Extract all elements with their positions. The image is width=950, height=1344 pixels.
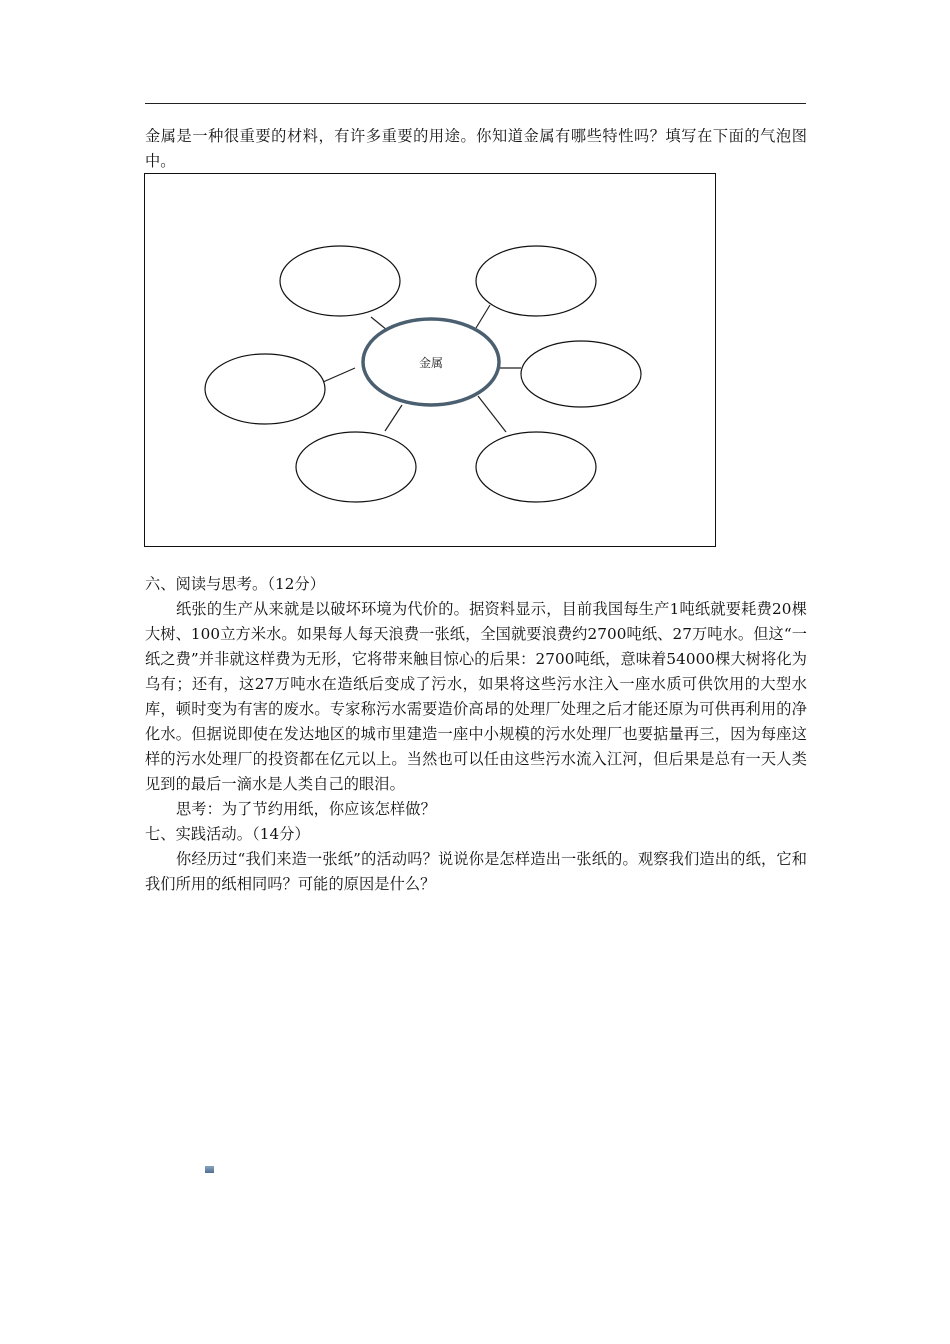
section7-heading: 七、实践活动。（14分） [145,825,310,843]
connector-line [476,305,490,328]
bubble-diagram-svg [145,174,717,548]
answer-bubble[interactable] [205,354,325,424]
answer-bubble[interactable] [476,246,596,316]
answer-bubble[interactable] [296,432,416,502]
center-bubble-label: 金属 [418,356,444,370]
top-rule [145,103,806,104]
section6-heading: 六、阅读与思考。（12分） [145,575,326,593]
section6-passage: 纸张的生产从来就是以破坏环境为代价的。据资料显示，目前我国每生产1吨纸就要耗费20棵大树、100立方米水。如果每人每天浪费一张纸，全国就要浪费约2700吨纸、27万吨水。但这“一纸之费”并非就这样费为无形，它将带来触目惊心的后果：2700吨纸，意味着54000棵大树将化为乌有；还有，这27万吨水在造纸后变成了污水，如果将这些污水注入一座水质可供饮用的大型水库，顿时变为有害的废水。专家称污水需要造价高昂的处理厂处理之后才能还原为可供再利用的净化水。但据说即使在发达地区的城市里建造一座中小规模的污水处理厂也要掂量再三，因为每座这样的污水处理厂的投资都在亿元以上。当然也可以任由这些污水流入江河，但后果是总有一天人类见到的最后一滴水是人类自己的眼泪。 [145,600,807,793]
connector-line [478,396,506,432]
bubble-diagram [144,173,716,547]
small-image-mark [205,1166,214,1173]
answer-bubble[interactable] [476,432,596,502]
intro-text: 金属是一种很重要的材料，有许多重要的用途。你知道金属有哪些特性吗？填写在下面的气泡图中。 [145,127,807,170]
section7-question: 你经历过“我们来造一张纸”的活动吗？说说你是怎样造出一张纸的。观察我们造出的纸，它和我们所用的纸相同吗？可能的原因是什么？ [145,850,807,893]
connector-line [385,405,402,431]
answer-bubble[interactable] [521,341,641,407]
answer-bubble[interactable] [280,246,400,316]
connector-line [323,368,355,382]
section6-question: 思考：为了节约用纸，你应该怎样做？ [176,800,436,818]
connector-line [371,317,387,330]
